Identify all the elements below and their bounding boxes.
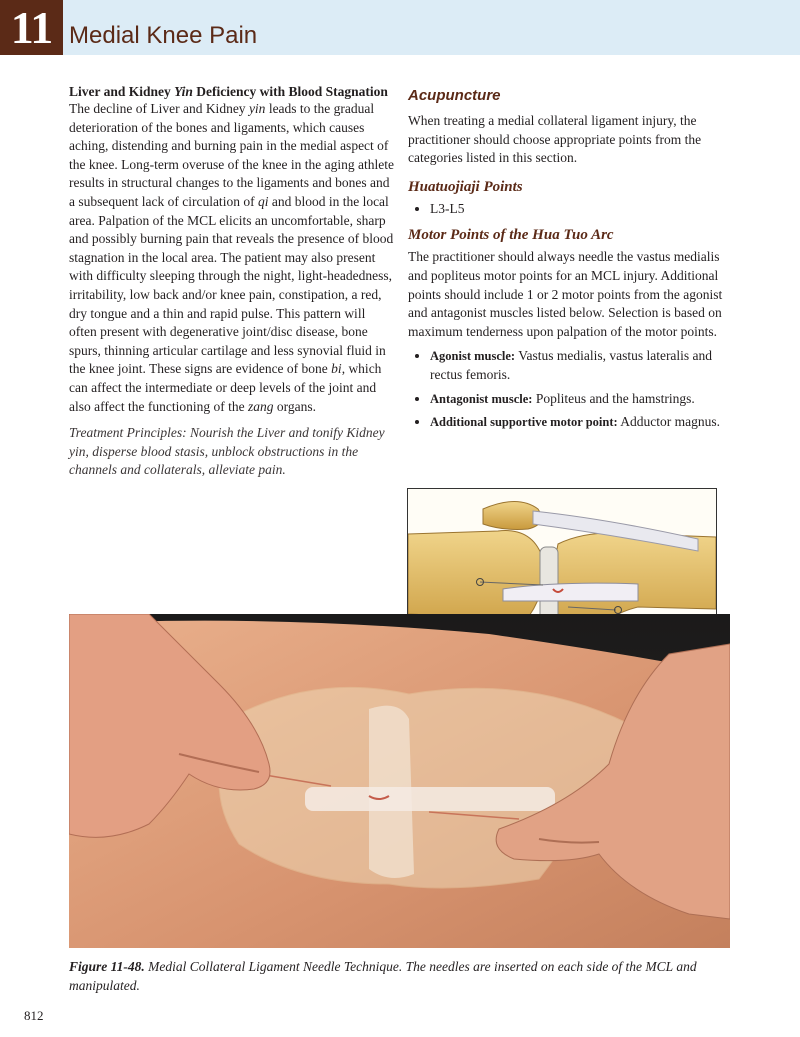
knee-photo-svg — [69, 614, 730, 948]
motor-points-heading: Motor Points of the Hua Tuo Arc — [408, 227, 614, 244]
chapter-title: Medial Knee Pain — [69, 22, 258, 49]
list-item: • Additional supportive motor point: Adductor magnus. — [430, 413, 738, 432]
chapter-number: 11 — [0, 0, 63, 55]
huatuojiaji-list — [408, 200, 738, 219]
left-column — [69, 84, 395, 480]
list-item: • L3-L5 — [430, 200, 738, 219]
page-number: 812 — [24, 1008, 44, 1023]
motor-points-text: The practitioner should always needle the vastus medialis and popliteus motor points for an MCL injury. Additional points should include 1 or 2 motor points from the agonist and antagonist muscles listed below. Selection is based on maximum tenderness upon palpation of the motor points. — [408, 249, 723, 339]
right-column — [408, 86, 738, 437]
figure-label: Figure 11-48. — [69, 959, 145, 974]
list-item: • Agonist muscle: Vastus medialis, vastus lateralis and rectus femoris. — [430, 347, 738, 384]
acupuncture-heading: Acupuncture — [408, 87, 501, 104]
list-item: • Antagonist muscle: Popliteus and the hamstrings. — [430, 390, 738, 409]
acupuncture-text: When treating a medial collateral ligament injury, the practitioner should choose appropriate points from the categories listed in this section. — [408, 113, 702, 166]
pattern-description: The decline of Liver and Kidney yin leads to the gradual deterioration of the bones and ligaments, which causes aching, distending and burning pain in the medial aspect of the knee. Long-term overuse of the knee in the aging athlete results in structural changes to the ligaments and bones and a subsequent lack of circulation of qi and blood in the local area. Palpation of the MCL elicits an uncomfortable, sharp and possibly burning pain that reveals the presence of blood stagnation in the local area. The patient may also present with difficulty sleeping through the night, light-headedness, irritability, low back and/or knee pain, constipation, a red, dry tongue and a thin and rapid pulse. This pattern will often present with degenerative joint/disc disease, bone spurs, thinning articular cartilage and less synovial fluid in the knee joint. These signs are evidence of bone bi, which can affect the intermediate or deep levels of the joint and also affect the functioning of the zang organs. — [69, 101, 395, 414]
section-title: Liver and Kidney Yin Deficiency with Blood Stagnation — [69, 84, 388, 99]
figure-caption — [69, 957, 709, 995]
figure-caption-text: Medial Collateral Ligament Needle Technique. The needles are inserted on each side of the MCL and manipulated. — [69, 959, 697, 993]
knee-needling-photo — [69, 614, 730, 948]
motor-points-list — [408, 347, 738, 431]
treatment-principles: Treatment Principles: Nourish the Liver and tonify Kidney yin, disperse blood stasis, unblock obstructions in the channels and collaterals, alleviate pain. — [69, 425, 385, 478]
huatuojiaji-heading: Huatuojiaji Points — [408, 178, 523, 195]
